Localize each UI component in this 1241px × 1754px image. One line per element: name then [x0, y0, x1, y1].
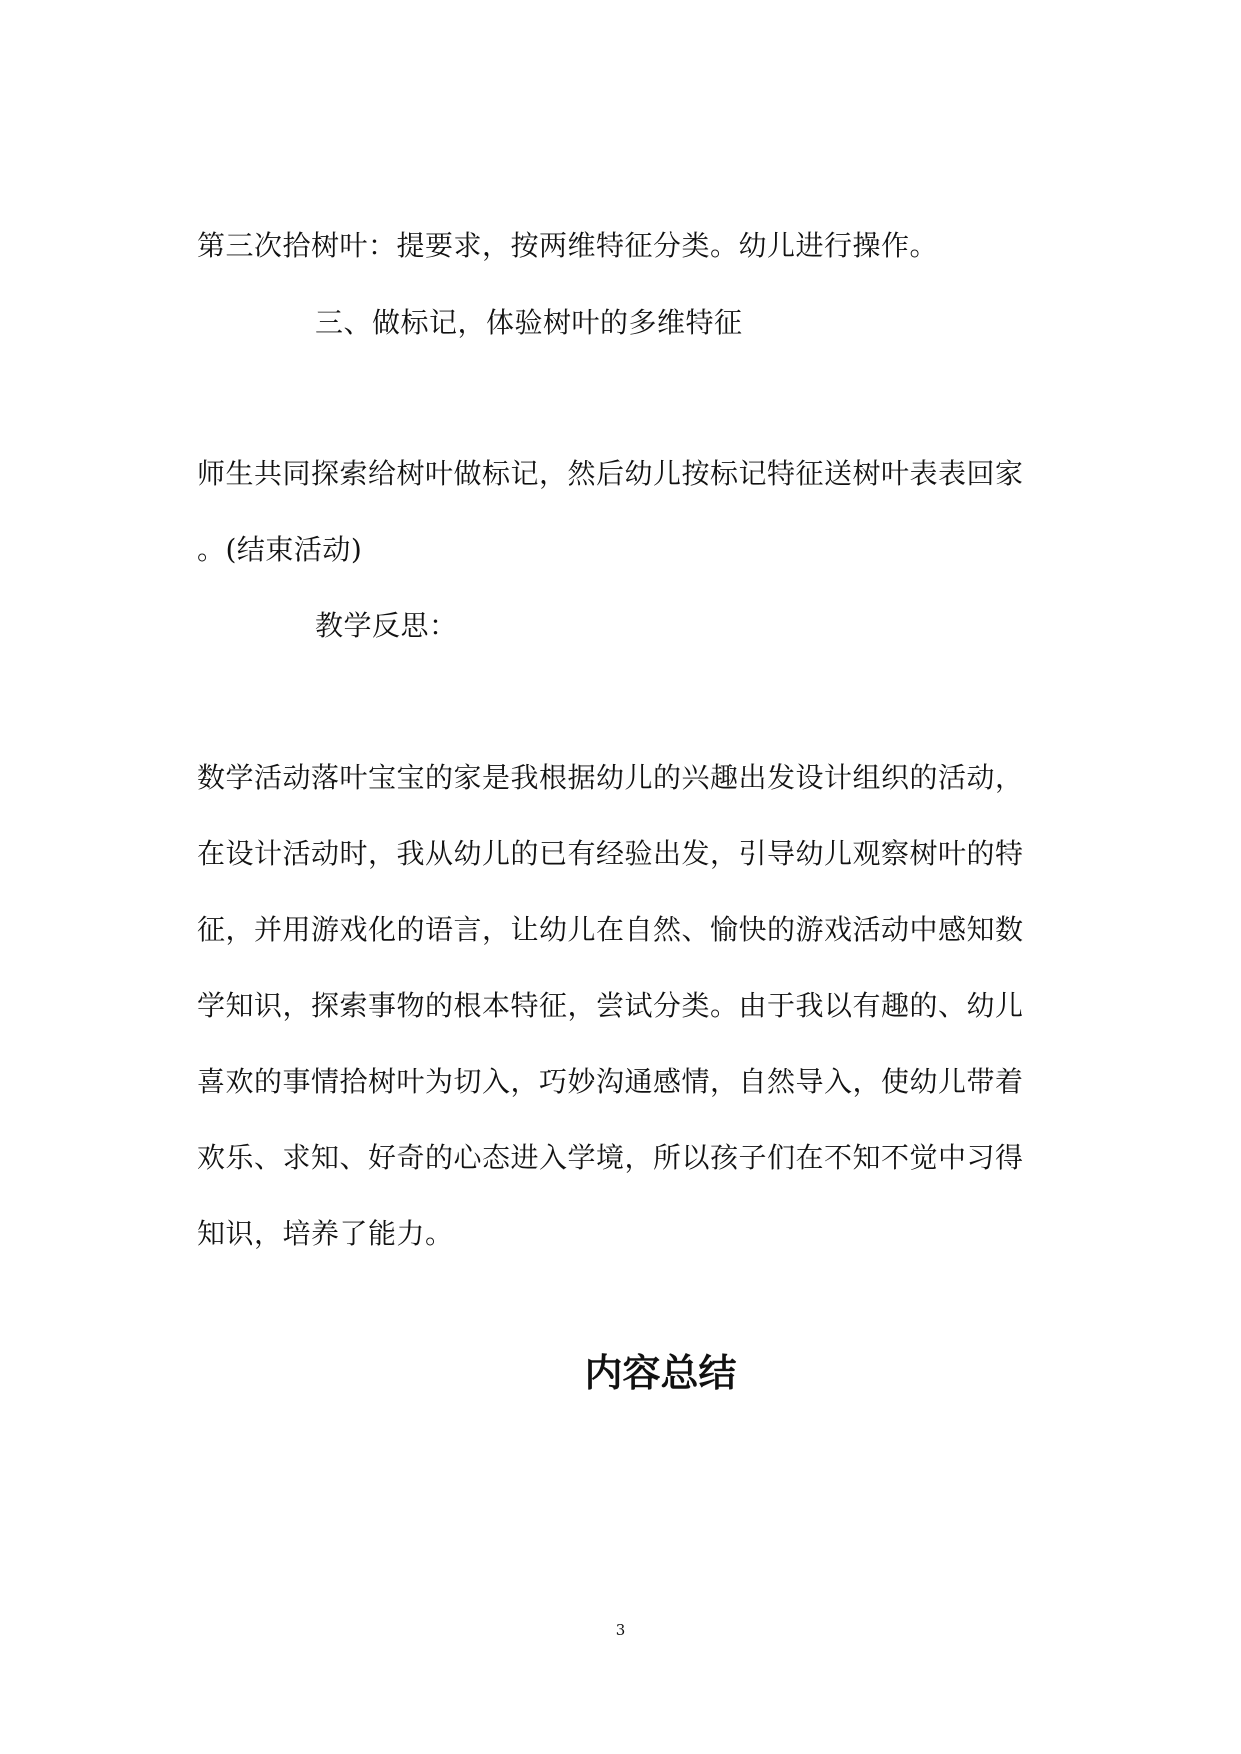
page-number: 3	[615, 1621, 626, 1639]
reflection-line-5: 喜欢的事情拾树叶为切入，巧妙沟通感情，自然导入，使幼儿带着	[197, 1065, 1024, 1098]
reflection-line-7: 知识，培养了能力。	[197, 1217, 454, 1250]
reflection-line-4: 学知识，探索事物的根本特征，尝试分类。由于我以有趣的、幼儿	[197, 989, 1024, 1022]
reflection-line-1: 数学活动落叶宝宝的家是我根据幼儿的兴趣出发设计组织的活动，	[197, 761, 1024, 794]
section-heading-reflection: 教学反思：	[315, 609, 458, 642]
reflection-line-2: 在设计活动时，我从幼儿的已有经验出发，引导幼儿观察树叶的特	[197, 837, 1024, 870]
text-line-marking-2: 。(结束活动)	[197, 533, 363, 566]
summary-heading: 内容总结	[584, 1350, 737, 1395]
text-line-marking-1: 师生共同探索给树叶做标记，然后幼儿按标记特征送树叶表表回家	[197, 457, 1024, 490]
reflection-line-6: 欢乐、求知、好奇的心态进入学境，所以孩子们在不知不觉中习得	[197, 1141, 1024, 1174]
section-heading-marking: 三、做标记，体验树叶的多维特征	[315, 306, 743, 339]
reflection-line-3: 征，并用游戏化的语言，让幼儿在自然、愉快的游戏活动中感知数	[197, 913, 1024, 946]
text-line-third-pickup: 第三次拾树叶：提要求，按两维特征分类。幼儿进行操作。	[197, 229, 939, 262]
